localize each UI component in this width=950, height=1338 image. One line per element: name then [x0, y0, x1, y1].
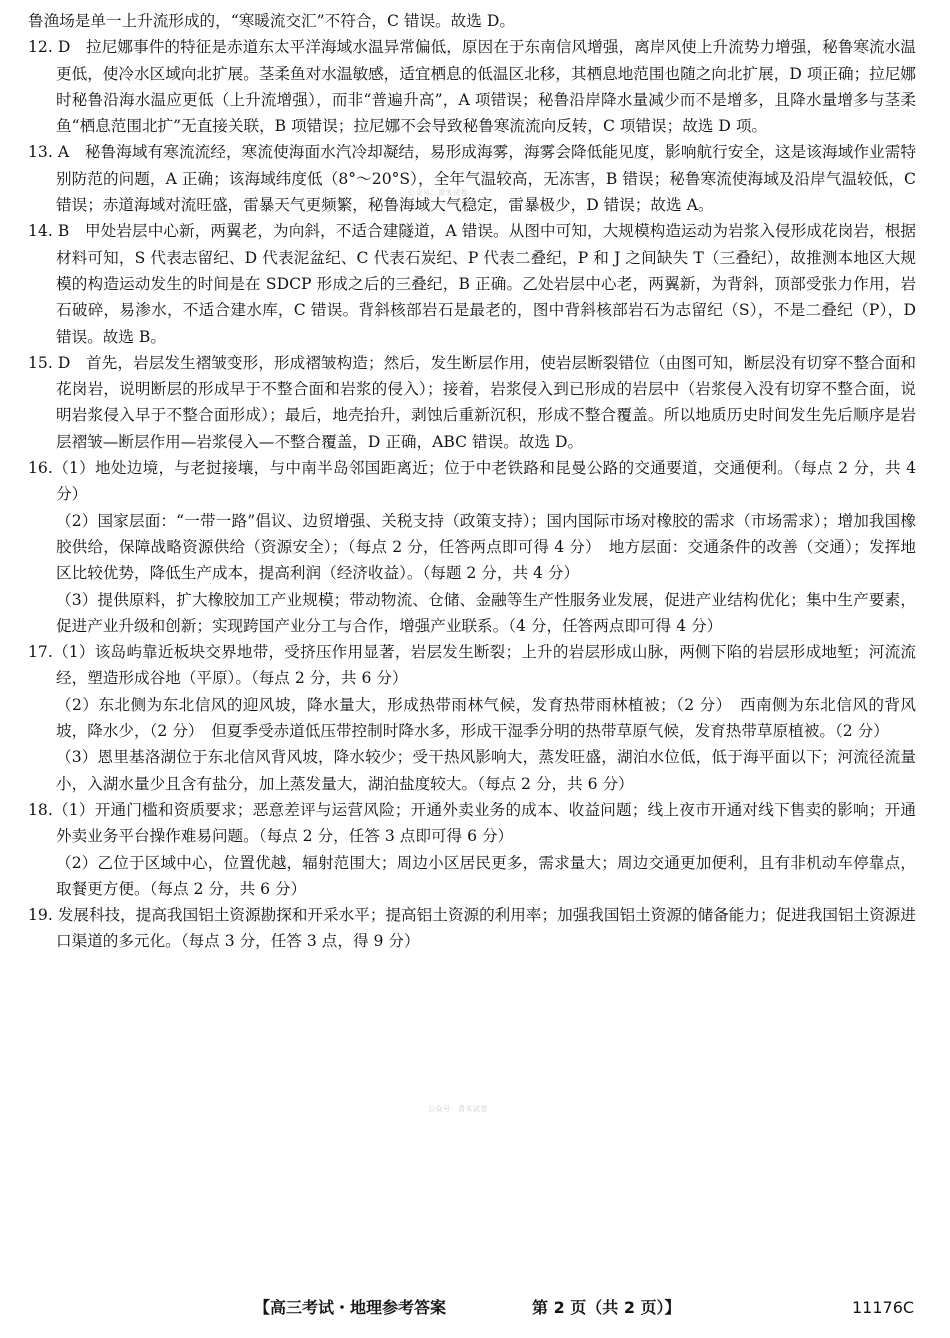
- answer-12: 12. D 拉尼娜事件的特征是赤道东太平洋海域水温异常偏低，原因在于东南信风增强，离岸风使上升流势力增强，秘鲁寒流水温更低，使冷水区域向北扩展。茎柔鱼对水温敏感，适宜栖息的低温区北移，其栖息地范围也随之向北扩展，D 项正确；拉尼娜时秘鲁沿海水温应更低（上升流增强），而非“普遍升高”，A 项错误；秘鲁沿岸降水量减少而不是增多，且降水量增多与茎柔鱼“栖息范围北扩”无直接关联，B 项错误；拉尼娜不会导致秘鲁寒流流向反转，C 项错误；故选 D 项。: [28, 38, 916, 136]
- answer-content: [28, 8, 916, 955]
- answer-16-part-3: （3）提供原料，扩大橡胶加工产业规模；带动物流、仓储、金融等生产性服务业发展，促进产业结构优化；集中生产要素，促进产业升级和创新；实现跨国产业分工与合作，增强产业联系。（4 分，任答两点即可得 4 分）: [56, 590, 916, 635]
- answer-17-part-2: （2）东北侧为东北信风的迎风坡，降水量大，形成热带雨林气候，发育热带雨林植被；（2 分） 西南侧为东北信风的背风坡，降水少，（2 分） 但夏季受赤道低压带控制时降水多，形成干湿季分明的热带草原气候，发育热带草原植被。（2 分）: [56, 695, 916, 741]
- answer-18-part-2: （2）乙位于区域中心，位置优越，辐射范围大；周边小区居民更多，需求量大；周边交通更加便利，且有非机动车停靠点，取餐更方便。（每点 2 分，共 6 分）: [56, 853, 916, 898]
- answer-19: 19. 发展科技，提高我国铝土资源勘探和开采水平；提高铝土资源的利用率；加强我国铝土资源的储备能力；促进我国铝土资源进口渠道的多元化。（每点 3 分，任答 3 点，得 9 分）: [28, 906, 916, 951]
- footer-title: 【高三考试・地理参考答案: [254, 1298, 447, 1317]
- watermark-top: 公众号：青禾试卷: [408, 189, 468, 197]
- answer-17-part-1: 17.（1）该岛屿靠近板块交界地带，受挤压作用显著，岩层发生断裂；上升的岩层形成山脉，两侧下陷的岩层形成地堑；河流流经，塑造形成谷地（平原）。（每点 2 分，共 6 分）: [28, 643, 916, 688]
- page-footer: [0, 1293, 950, 1323]
- footer-document-code: 11176C: [852, 1298, 915, 1317]
- answer-13: 13. A 秘鲁海域有寒流流经，寒流使海面水汽冷却凝结，易形成海雾，海雾会降低能见度，影响航行安全，这是该海域作业需特别防范的问题，A 正确；该海域纬度低（8°～20°S），全年气温较高，无冻害，B 错误；秘鲁寒流使海域及沿岸气温较低，C 错误；赤道海域对流旺盛，雷暴天气更频繁，秘鲁海域大气稳定，雷暴极少，D 错误；故选 A。: [28, 143, 916, 215]
- answer-14: 14. B 甲处岩层中心新，两翼老，为向斜，不适合建隧道，A 错误。从图中可知，大规模构造运动为岩浆入侵形成花岗岩，根据材料可知，S 代表志留纪、D 代表泥盆纪、C 代表石炭纪、P 代表二叠纪，P 和 J 之间缺失 T（三叠纪），故推测本地区大规模的构造运动发生的时间是在 SDCP 形成之后的三叠纪，B 正确。乙处岩层中心老，两翼新，为背斜，顶部受张力作用，岩石破碎，易渗水，不适合建水库，C 错误。背斜核部岩石是最老的，图中背斜核部岩石为志留纪（S），不是二叠纪（P），D 错误。故选 B。: [28, 222, 916, 346]
- answer-18-part-1: 18.（1）开通门槛和资质要求；恶意差评与运营风险；开通外卖业务的成本、收益问题；线上夜市开通对线下售卖的影响；开通外卖业务平台操作难易问题。（每点 2 分，任答 3 点即可得 6 分）: [28, 800, 916, 846]
- footer-page-number: 第 2 页（共 2 页）】: [532, 1298, 681, 1317]
- answer-16-part-1: 16.（1）地处边境，与老挝接壤，与中南半岛邻国距离近；位于中老铁路和昆曼公路的交通要道，交通便利。（每点 2 分，共 4 分）: [28, 459, 916, 504]
- answer-17-part-3: （3）恩里基洛湖位于东北信风背风坡，降水较少；受干热风影响大，蒸发旺盛，湖泊水位低，低于海平面以下；河流径流量小，入湖水量少且含有盐分，加上蒸发量大，湖泊盐度较大。（每点 2 分，共 6 分）: [56, 748, 916, 793]
- answer-16-part-2: （2）国家层面：“一带一路”倡议、边贸增强、关税支持（政策支持）；国内国际市场对橡胶的需求（市场需求）；增加我国橡胶供给，保障战略资源供给（资源安全）；（每点 2 分，任答两点即可得 4 分） 地方层面：交通条件的改善（交通）；发挥地区比较优势，降低生产成本，提高利润（经济收益）。（每题 2 分，共 4 分）: [56, 511, 916, 583]
- answer-15: 15. D 首先，岩层发生褶皱变形，形成褶皱构造；然后，发生断层作用，使岩层断裂错位（由图可知，断层没有切穿不整合面和花岗岩，说明断层的形成早于不整合面和岩浆的侵入）；接着，岩浆侵入到已形成的岩层中（岩浆侵入没有切穿不整合面，说明岩浆侵入早于不整合面形成）；最后，地壳抬升，剥蚀后重新沉积，形成不整合覆盖。所以地质历史时间发生先后顺序是岩层褶皱—断层作用—岩浆侵入—不整合覆盖，D 正确，ABC 错误。故选 D。: [28, 353, 916, 451]
- continued-answer-text: 鲁渔场是单一上升流形成的，“寒暖流交汇”不符合，C 错误。故选 D。: [28, 12, 515, 30]
- watermark-bottom: 公众号：青禾试卷: [428, 1105, 488, 1113]
